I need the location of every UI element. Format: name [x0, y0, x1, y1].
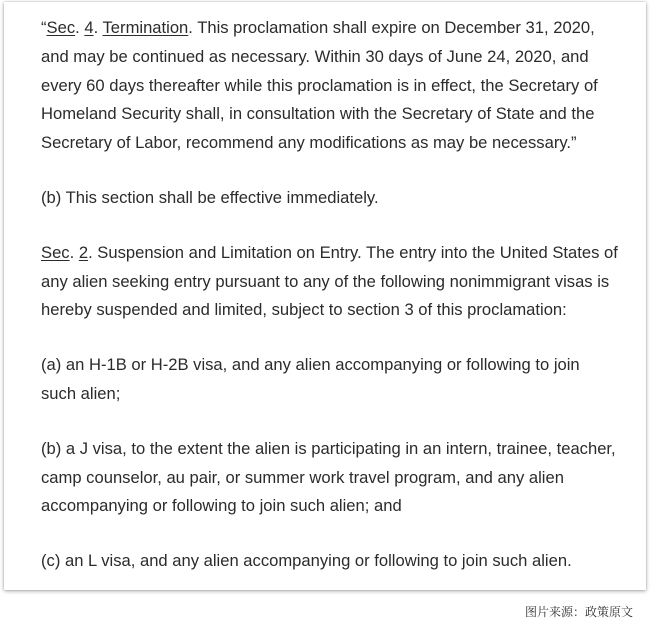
paragraph-body: . Suspension and Limitation on Entry. The entry into the United States of any alien seeking entry pursuant to any of the following nonimmigrant visas is hereby suspended and limited, subject to section 3 of this proclamation:	[41, 242, 618, 320]
paragraph-effective: (b) This section shall be effective immediately.	[41, 187, 379, 207]
document-card	[4, 2, 646, 590]
paragraph-body: . This proclamation shall expire on December 31, 2020, and may be continued as necessary. Within 30 days of June 24, 2020, and every 60 days thereafter while this proclamation is in effect, the Secretary of Homeland Security shall, in consultation with the Secretary of State and the Secretary of Labor, recommend any modifications as may be necessary.”	[41, 18, 598, 153]
paragraph-item-b: (b) a J visa, to the extent the alien is participating in an intern, trainee, teacher, camp counselor, au pair, or summer work travel program, and any alien accompanying or following to join such alien; and	[41, 438, 616, 516]
open-quote: “	[41, 18, 47, 37]
paragraph-section-2	[41, 239, 618, 325]
sec-dot: .	[69, 242, 79, 262]
paragraph-item-c: (c) an L visa, and any alien accompanying or following to join such alien.	[41, 551, 572, 571]
sec-label: Sec	[46, 18, 76, 37]
sec-label: Sec	[41, 242, 70, 262]
sec-dot: .	[75, 18, 85, 37]
section-heading-termination: Termination	[102, 18, 189, 37]
sec-number: 4	[84, 18, 94, 37]
sec-dot-2: .	[93, 18, 103, 37]
paragraph-item-a: (a) an H-1B or H-2B visa, and any alien accompanying or following to join such alien;	[41, 355, 580, 403]
paragraph-section-4	[41, 14, 618, 158]
sec-number: 2	[78, 242, 89, 262]
image-source-caption: 图片来源：政策原文	[524, 605, 633, 619]
